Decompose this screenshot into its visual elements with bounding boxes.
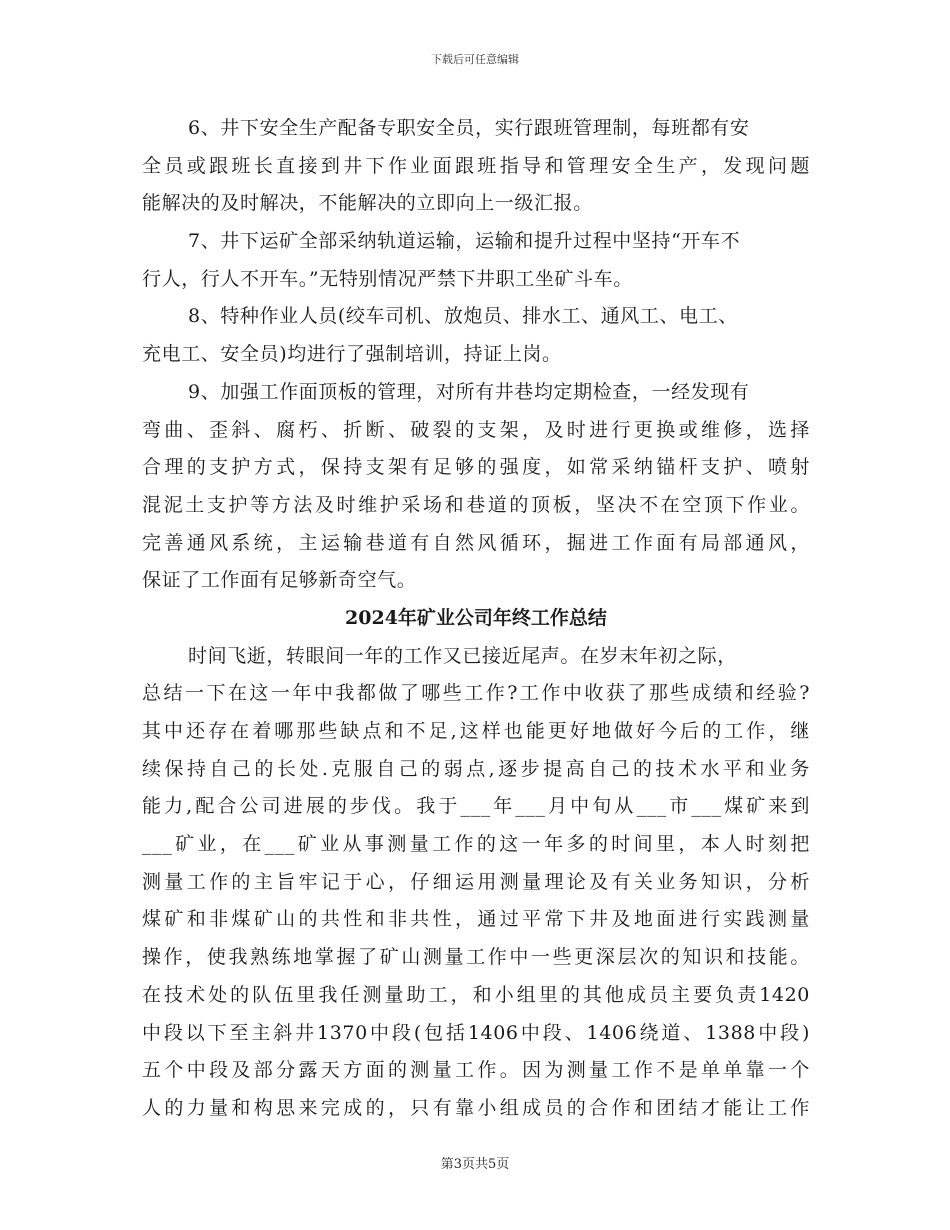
- summary-paragraph-line: 总结一下在这一年中我都做了哪些工作?工作中收获了那些成绩和经验?: [142, 682, 810, 705]
- section-title: 2024年矿业公司年终工作总结: [345, 606, 607, 629]
- paragraph-7-line: 7、井下运矿全部采纳轨道运输，运输和提升过程中坚持“开车不: [188, 230, 741, 253]
- summary-paragraph-line: 能力,配合公司进展的步伐。我于___年___月中旬从___市___煤矿来到: [142, 795, 810, 818]
- paragraph-6-line: 全员或跟班长直接到井下作业面跟班指导和管理安全生产，发现问题: [142, 154, 810, 177]
- summary-paragraph-line: 五个中段及部分露天方面的测量工作。因为测量工作不是单单靠一个: [142, 1059, 810, 1082]
- summary-paragraph-line: 煤矿和非煤矿山的共性和非共性，通过平常下井及地面进行实践测量: [142, 908, 810, 931]
- paragraph-6-line: 6、井下安全生产配备专职安全员，实行跟班管理制，每班都有安: [188, 117, 750, 139]
- summary-paragraph-line: ___矿业，在___矿业从事测量工作的这一年多的时间里，本人时刻把: [142, 833, 810, 856]
- paragraph-6-line: 能解决的及时解决，不能解决的立即向上一级汇报。: [142, 192, 593, 215]
- paragraph-8-line: 8、特种作业人员(绞车司机、放炮员、排水工、通风工、电工、: [188, 305, 738, 328]
- summary-paragraph-line: 人的力量和构思来完成的，只有靠小组成员的合作和团结才能让工作: [142, 1096, 810, 1119]
- summary-paragraph-line: 中段以下至主斜井1370中段(包括1406中段、1406绕道、1388中段): [142, 1021, 810, 1044]
- paragraph-9-line: 完善通风系统，主运输巷道有自然风循环，掘进工作面有局部通风，: [142, 531, 810, 554]
- summary-paragraph-line: 其中还存在着哪那些缺点和不足,这样也能更好地做好今后的工作，继: [142, 720, 810, 742]
- summary-paragraph-line: 续保持自己的长处.克服自己的弱点,逐步提高自己的技术水平和业务: [142, 757, 810, 780]
- paragraph-8-line: 充电工、安全员)均进行了强制培训，持证上岗。: [142, 343, 562, 366]
- paragraph-7-line: 行人，行人不开车。”无特别情况严禁下井职工坐矿斗车。: [142, 267, 633, 290]
- paragraph-9-line: 保证了工作面有足够新奇空气。: [142, 569, 417, 592]
- paragraph-9-line: 合理的支护方式，保持支架有足够的强度，如常采纳锚杆支护、喷射: [142, 456, 810, 479]
- document-body: [142, 110, 810, 1128]
- summary-paragraph-line: 操作，使我熟练地掌握了矿山测量工作中一些更深层次的知识和技能。: [142, 946, 810, 969]
- page-header: 下载后可任意编辑: [431, 53, 519, 66]
- paragraph-9-line: 弯曲、歪斜、腐朽、折断、破裂的支架，及时进行更换或维修，选择: [142, 418, 810, 441]
- summary-paragraph-line: 时间飞逝，转眼间一年的工作又已接近尾声。在岁末年初之际，: [188, 644, 737, 667]
- page-number: 第3页共5页: [440, 1157, 510, 1172]
- paragraph-9-line: 混泥土支护等方法及时维护采场和巷道的顶板，坚决不在空顶下作业。: [142, 493, 810, 516]
- paragraph-9-line: 9、加强工作面顶板的管理，对所有井巷均定期检查，一经发现有: [188, 380, 750, 403]
- summary-paragraph-line: 测量工作的主旨牢记于心，仔细运用测量理论及有关业务知识，分析: [142, 870, 810, 893]
- summary-paragraph-line: 在技术处的队伍里我任测量助工，和小组里的其他成员主要负责1420: [142, 983, 810, 1006]
